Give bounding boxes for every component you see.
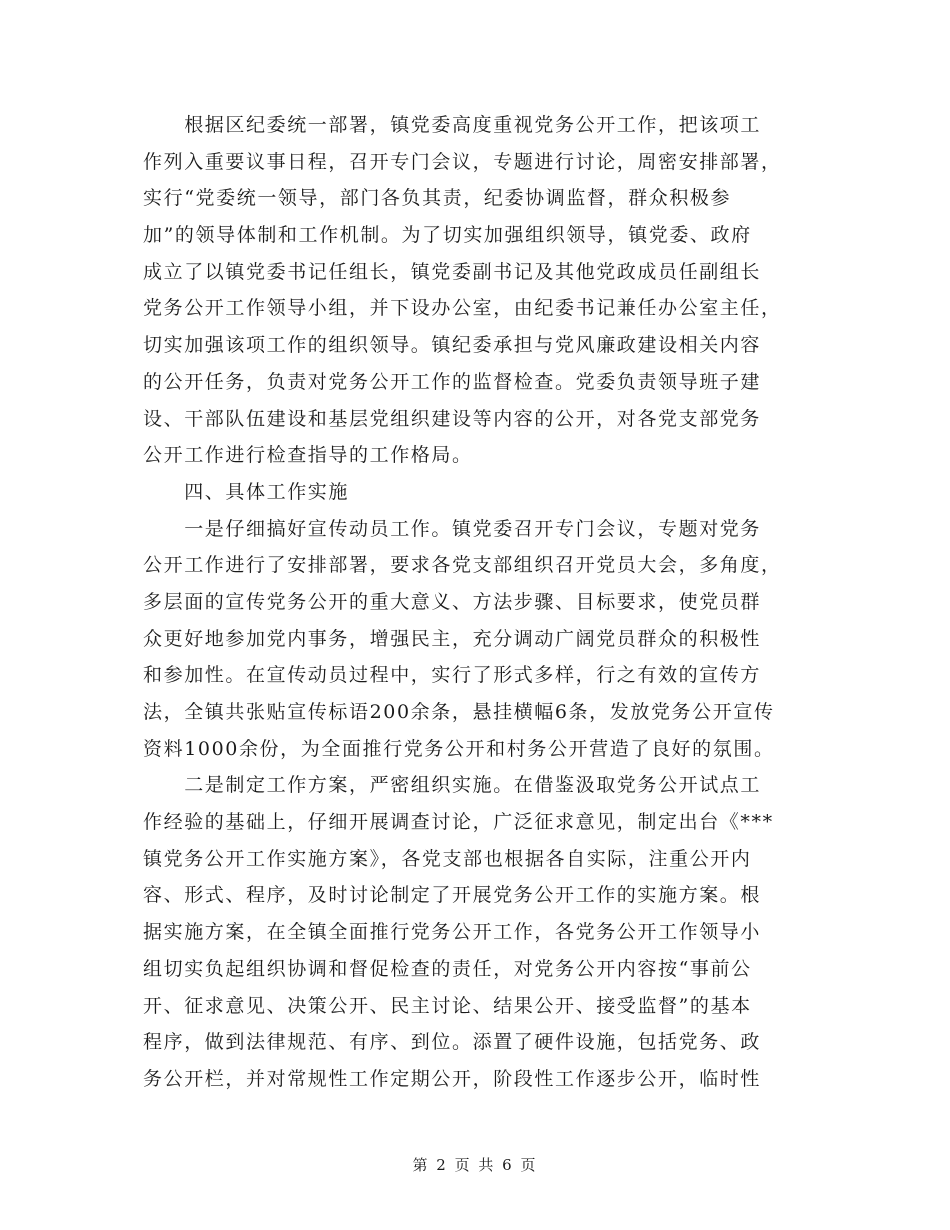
text-line: 镇党务公开工作实施方案》，各党支部也根据各自实际，注重公开内	[143, 847, 752, 870]
text-line: 的公开任务，负责对党务公开工作的监督检查。党委负责领导班子建	[143, 370, 762, 393]
body-text	[143, 107, 803, 1098]
text-line: 资料1000余份，为全面推行党务公开和村务公开营造了良好的氛围。	[143, 737, 775, 760]
text-line: 二是制定工作方案，严密组织实施。在借鉴汲取党务公开试点工	[143, 774, 762, 797]
page-footer: 第 2 页 共 6 页	[412, 1156, 538, 1174]
text-line: 程序，做到法律规范、有序、到位。添置了硬件设施，包括党务、政	[143, 1031, 762, 1054]
text-line: 一是仔细搞好宣传动员工作。镇党委召开专门会议，专题对党务	[143, 517, 762, 540]
text-line: 和参加性。在宣传动员过程中，实行了形式多样，行之有效的宣传方	[143, 664, 762, 687]
text-line: 成立了以镇党委书记任组长，镇党委副书记及其他党政成员任副组长	[143, 260, 762, 283]
text-line: 据实施方案，在全镇全面推行党务公开工作，各党务公开工作领导小	[143, 921, 762, 944]
text-line: 作经验的基础上，仔细开展调查讨论，广泛征求意见，制定出台《***	[143, 811, 774, 834]
text-line: 组切实负起组织协调和督促检查的责任，对党务公开内容按“事前公	[143, 957, 752, 980]
text-line: 作列入重要议事日程，召开专门会议，专题进行讨论，周密安排部署，	[143, 150, 782, 173]
text-line: 公开工作进行检查指导的工作格局。	[143, 444, 473, 467]
text-line: 根据区纪委统一部署，镇党委高度重视党务公开工作，把该项工	[143, 114, 762, 136]
text-line: 法，全镇共张贴宣传标语200余条，悬挂横幅6条，发放党务公开宣传	[143, 701, 775, 723]
text-line: 开、征求意见、决策公开、民主讨论、结果公开、接受监督”的基本	[143, 994, 752, 1017]
text-line: 党务公开工作领导小组，并下设办公室，由纪委书记兼任办公室主任，	[143, 297, 782, 320]
text-line: 多层面的宣传党务公开的重大意义、方法步骤、目标要求，使党员群	[143, 590, 762, 613]
text-line: 务公开栏，并对常规性工作定期公开，阶段性工作逐步公开，临时性	[143, 1067, 762, 1090]
section-heading: 四、具体工作实施	[143, 480, 350, 503]
text-line: 加”的领导体制和工作机制。为了切实加强组织领导，镇党委、政府	[143, 224, 752, 247]
text-line: 切实加强该项工作的组织领导。镇纪委承担与党风廉政建设相关内容	[143, 334, 762, 357]
text-line: 容、形式、程序，及时讨论制定了开展党务公开工作的实施方案。根	[143, 884, 762, 907]
text-line: 众更好地参加党内事务，增强民主，充分调动广阔党员群众的积极性	[143, 627, 762, 650]
text-line: 设、干部队伍建设和基层党组织建设等内容的公开，对各党支部党务	[143, 407, 762, 430]
text-line: 实行“党委统一领导，部门各负其责，纪委协调监督，群众积极参	[143, 187, 732, 210]
text-line: 公开工作进行了安排部署，要求各党支部组织召开党员大会，多角度，	[143, 554, 782, 577]
